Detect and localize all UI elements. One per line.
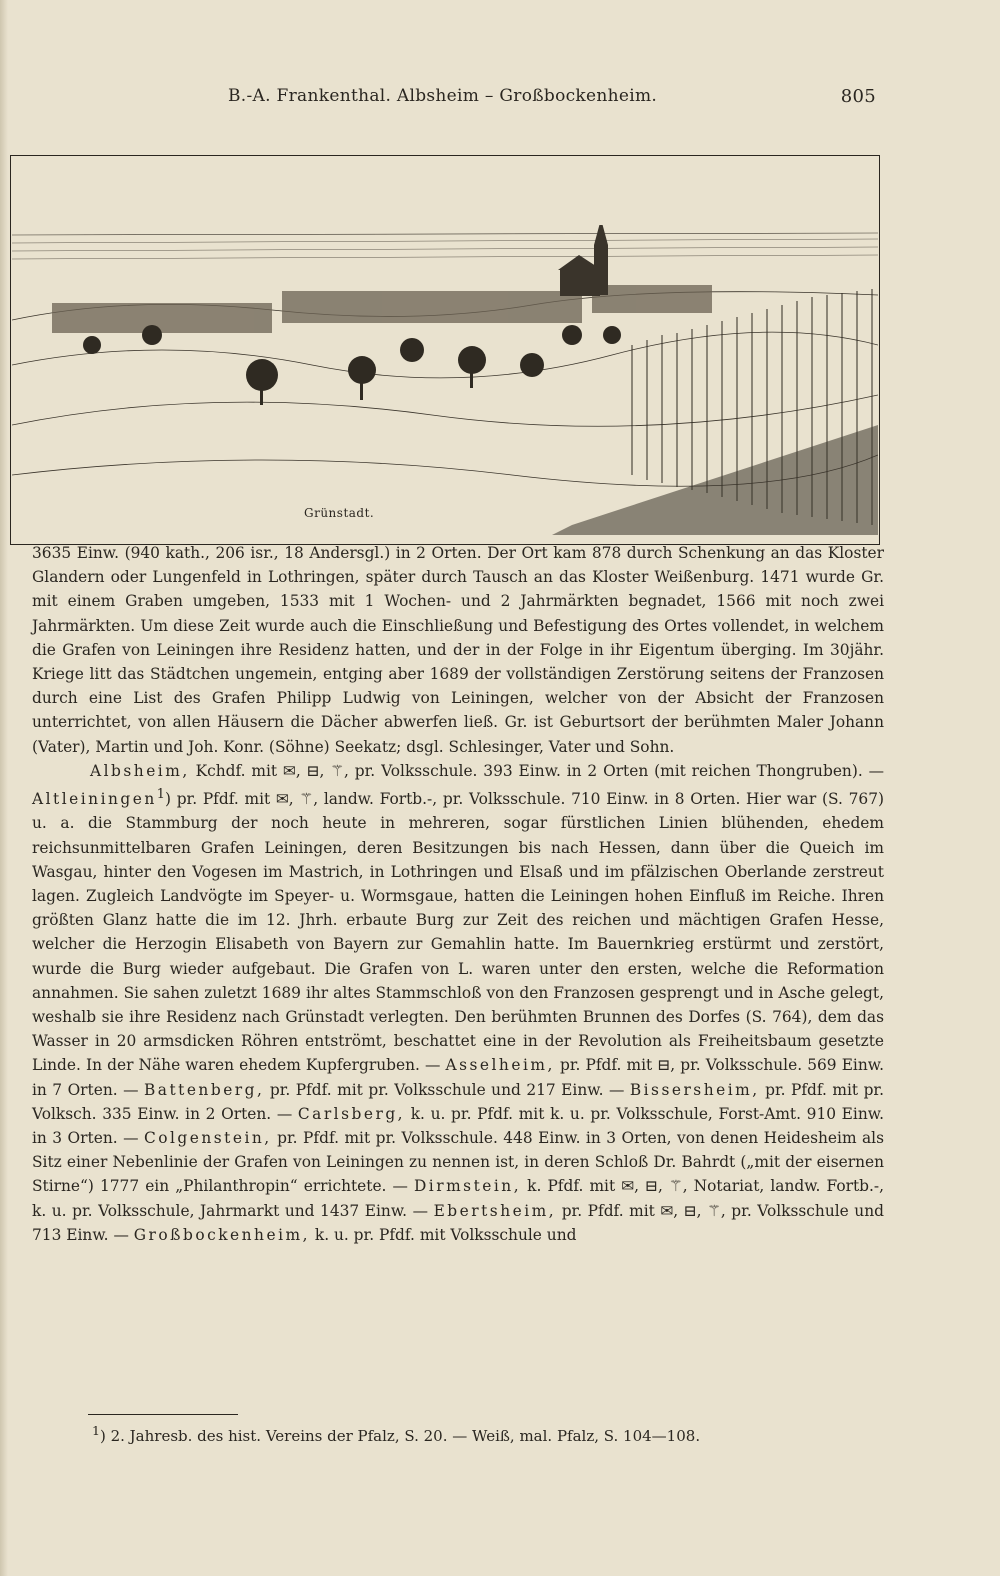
place-name: Asselheim, (445, 1056, 555, 1075)
footnote-ref: 1 (156, 787, 165, 803)
footnote (92, 1420, 892, 1447)
body-text (32, 541, 884, 1247)
place-text: pr. Pfdf. mit ⊟, pr. Volksschule. 569 Einw. in 7 Orten. — (32, 1056, 884, 1099)
place-text: Kchdf. mit ✉, ⊟, ⚚, pr. Volksschule. 393 Einw. in 2 Orten (mit reichen Thongruben). — (189, 761, 884, 780)
place-text: pr. Pfdf. mit ✉, ⊟, ⚚, pr. Volksschule und 713 Einw. — (32, 1201, 884, 1244)
place-text: k. u. pr. Pfdf. mit Volksschule und (309, 1225, 577, 1244)
page-header (40, 86, 880, 116)
paragraph-places (32, 759, 884, 1247)
illustration-gruenstadt (10, 155, 880, 545)
place-name: Colgenstein, (143, 1129, 272, 1147)
page-number: 805 (840, 86, 876, 107)
place-name: Ebertsheim, (433, 1201, 557, 1220)
place-name: Albsheim, (90, 761, 190, 780)
place-text: pr. Pfdf. mit pr. Volksschule und 217 Einw. — (264, 1080, 630, 1099)
paragraph-gruenstadt: 3635 Einw. (940 kath., 206 isr., 18 Andersgl.) in 2 Orten. Der Ort kam 878 durch Schenkung an das Kloster Glandern oder Lungenfeld in Lothringen, später durch Tausch an das Kloster Weißenburg. 1471 wurde Gr. mit einem Graben umgeben, 1533 mit 1 Wochen- und 2 Jahrmärkten begnadet, 1566 mit noch zwei Jahrmärkten. Um diese Zeit wurde auch die Einschließung und Befestigung des Ortes vollendet, in welchem die Grafen von Leiningen ihre Residenz hatten, und der in der Folge in ihr Eigentum überging. Im 30jähr. Kriege litt das Städtchen ungemein, entging aber 1689 der vollständigen Zerstörung seitens der Franzosen durch eine List des Grafen Philipp Ludwig von Leiningen, welcher von der Absicht der Franzosen unterrichtet, von allen Häusern die Dächer abwerfen ließ. Gr. ist Geburtsort der berühmten Maler Johann (Vater), Martin und Joh. Konr. (Söhne) Seekatz; dsgl. Schlesinger, Vater und Sohn. (32, 544, 884, 756)
place-name: Bissersheim, (629, 1080, 760, 1099)
footnote-divider (88, 1414, 238, 1415)
page-spine-shadow (0, 0, 8, 1576)
place-name: Altleiningen (32, 790, 157, 809)
illustration-caption: Grünstadt. (300, 506, 378, 520)
town-landscape-engraving (12, 225, 878, 535)
place-name: Dirmstein, (413, 1177, 522, 1196)
place-text: ) pr. Pfdf. mit ✉, ⚚, landw. Fortb.-, pr. Volksschule. 710 Einw. in 8 Orten. Hier war (S. 767) u. a. die Stammburg der noch heute in mehreren, sogar fürstlichen Linien blühenden, ehedem reichsunmittelbaren Grafen Leiningen, deren Besitzungen bis nach Hessen, dann über die Queich im Wasgau, hinter den Vogesen im Mastrich, in Lothringen und Elsaß und im pfälzischen Oberlande zerstreut lagen. Zugleich Landvögte im Speyer- u. Wormsgaue, hatten die Leiningen hohen Einfluß im Reiche. Ihren größten Glanz hatte die im 12. Jhrh. erbaute Burg zur Zeit des reichen und mächtigen Grafen Hesse, welcher die Herzogin Elisabeth von Bayern zur Gemahlin hatte. Im Bauernkrieg erstürmt und zerstört, wurde die Burg wieder aufgebaut. Die Grafen von L. waren unter den ersten, welche die Reformation annahmen. Sie sahen zuletzt 1689 ihr altes Stammschloß von den Franzosen gesprengt und in Asche gelegt, weshalb sie ihre Residenz nach Grünstadt verlegten. Den berühmten Brunnen des Dorfes (S. 764), dem das Wasser in 20 armsdicken Röhren entströmt, beschattet eine in der Revolution als Freiheitsbaum gesetzte Linde. In der Nähe waren ehedem Kupfergruben. — (32, 790, 884, 1075)
place-name: Carlsberg, (297, 1104, 406, 1123)
place-text: k. Pfdf. mit ✉, ⊟, ⚚, Notariat, landw. Fortb.-, k. u. pr. Volksschule, Jahrmarkt und 1437 Einw. — (32, 1177, 884, 1220)
running-title: B.-A. Frankenthal. Albsheim – Großbockenheim. (228, 86, 658, 106)
place-text: pr. Pfdf. mit pr. Volksch. 335 Einw. in 2 Orten. — (32, 1080, 884, 1123)
footnote-text: ) 2. Jahresb. des hist. Vereins der Pfalz, S. 20. — Weiß, mal. Pfalz, S. 104—108. (99, 1427, 701, 1445)
place-name: Battenberg, (143, 1080, 265, 1099)
place-name: Großbockenheim, (133, 1225, 310, 1244)
footnote-marker: 1 (92, 1423, 100, 1438)
place-text: pr. Pfdf. mit pr. Volksschule. 448 Einw. in 3 Orten, von denen Heidesheim als Sitz einer Nebenlinie der Grafen von Leiningen zu nennen ist, in deren Schloß Dr. Bahrdt („mit der eisernen Stirne“) 1777 ein „Philanthropin“ errichtete. — (32, 1129, 884, 1196)
place-text: k. u. pr. Pfdf. mit k. u. pr. Volksschule, Forst-Amt. 910 Einw. in 3 Orten. — (32, 1104, 884, 1147)
